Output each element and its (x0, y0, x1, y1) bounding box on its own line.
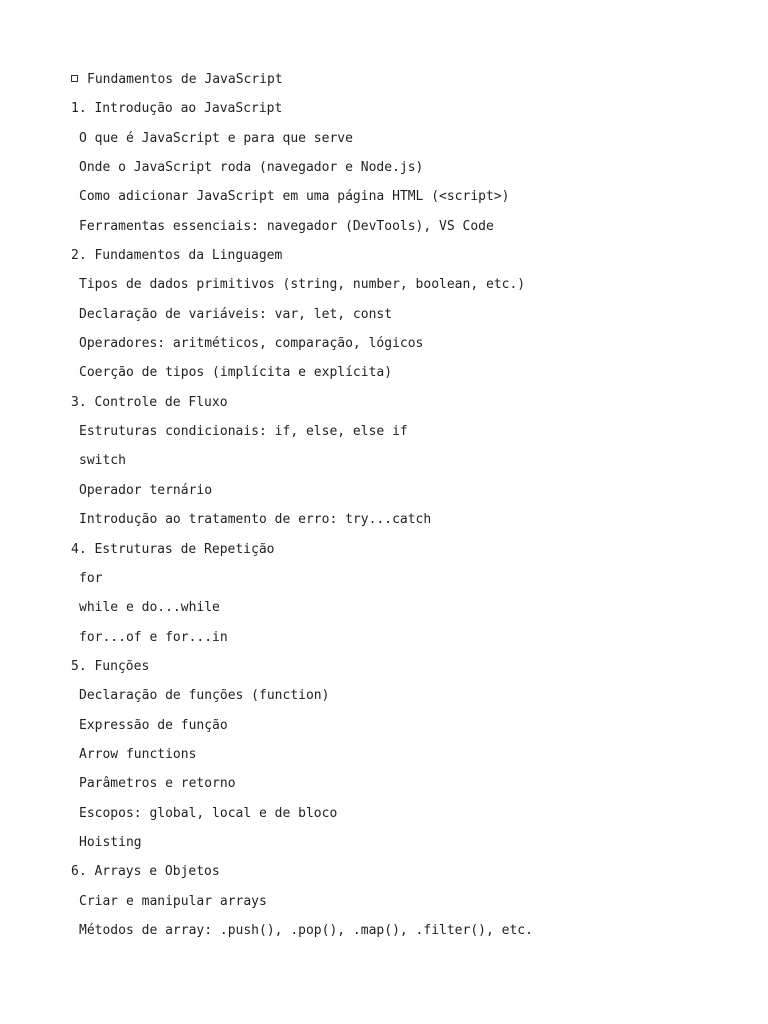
square-bullet-icon (71, 75, 78, 82)
document-title-text: Fundamentos de JavaScript (87, 72, 283, 87)
section-heading: 2. Fundamentos da Linguagem (71, 248, 283, 264)
list-item: Escopos: global, local e de bloco (79, 805, 338, 821)
list-item: Expressão de função (79, 717, 228, 733)
document-title (71, 68, 748, 97)
section-heading: 1. Introdução ao JavaScript (71, 101, 283, 117)
list-item: switch (79, 453, 126, 469)
list-item: Declaração de funções (function) (79, 688, 330, 704)
list-item: Onde o JavaScript roda (navegador e Node.js) (79, 160, 424, 176)
list-item: Ferramentas essenciais: navegador (DevTools), VS Code (79, 218, 494, 234)
list-item: for (79, 570, 103, 586)
section-heading: 4. Estruturas de Repetição (71, 541, 275, 557)
list-item: Operador ternário (79, 482, 213, 498)
list-item: Arrow functions (79, 746, 197, 762)
section-heading: 5. Funções (71, 658, 150, 674)
section-heading: 3. Controle de Fluxo (71, 394, 228, 410)
list-item: Parâmetros e retorno (79, 776, 236, 792)
document-page (71, 68, 748, 948)
list-item: Hoisting (79, 834, 142, 850)
list-item: Estruturas condicionais: if, else, else if (79, 424, 408, 440)
list-item: Como adicionar JavaScript em uma página HTML (<script>) (79, 189, 510, 205)
list-item: Métodos de array: .push(), .pop(), .map(), .filter(), etc. (79, 922, 533, 938)
list-item: Criar e manipular arrays (79, 893, 267, 909)
list-item: Tipos de dados primitivos (string, number, boolean, etc.) (79, 277, 526, 293)
list-item: Operadores: aritméticos, comparação, lógicos (79, 336, 424, 352)
section-heading: 6. Arrays e Objetos (71, 864, 220, 880)
list-item: Introdução ao tratamento de erro: try...catch (79, 512, 432, 528)
list-item: while e do...while (79, 600, 220, 616)
list-item: O que é JavaScript e para que serve (79, 130, 353, 146)
list-item: for...of e for...in (79, 629, 228, 645)
list-item: Declaração de variáveis: var, let, const (79, 306, 393, 322)
list-item: Coerção de tipos (implícita e explícita) (79, 365, 393, 381)
